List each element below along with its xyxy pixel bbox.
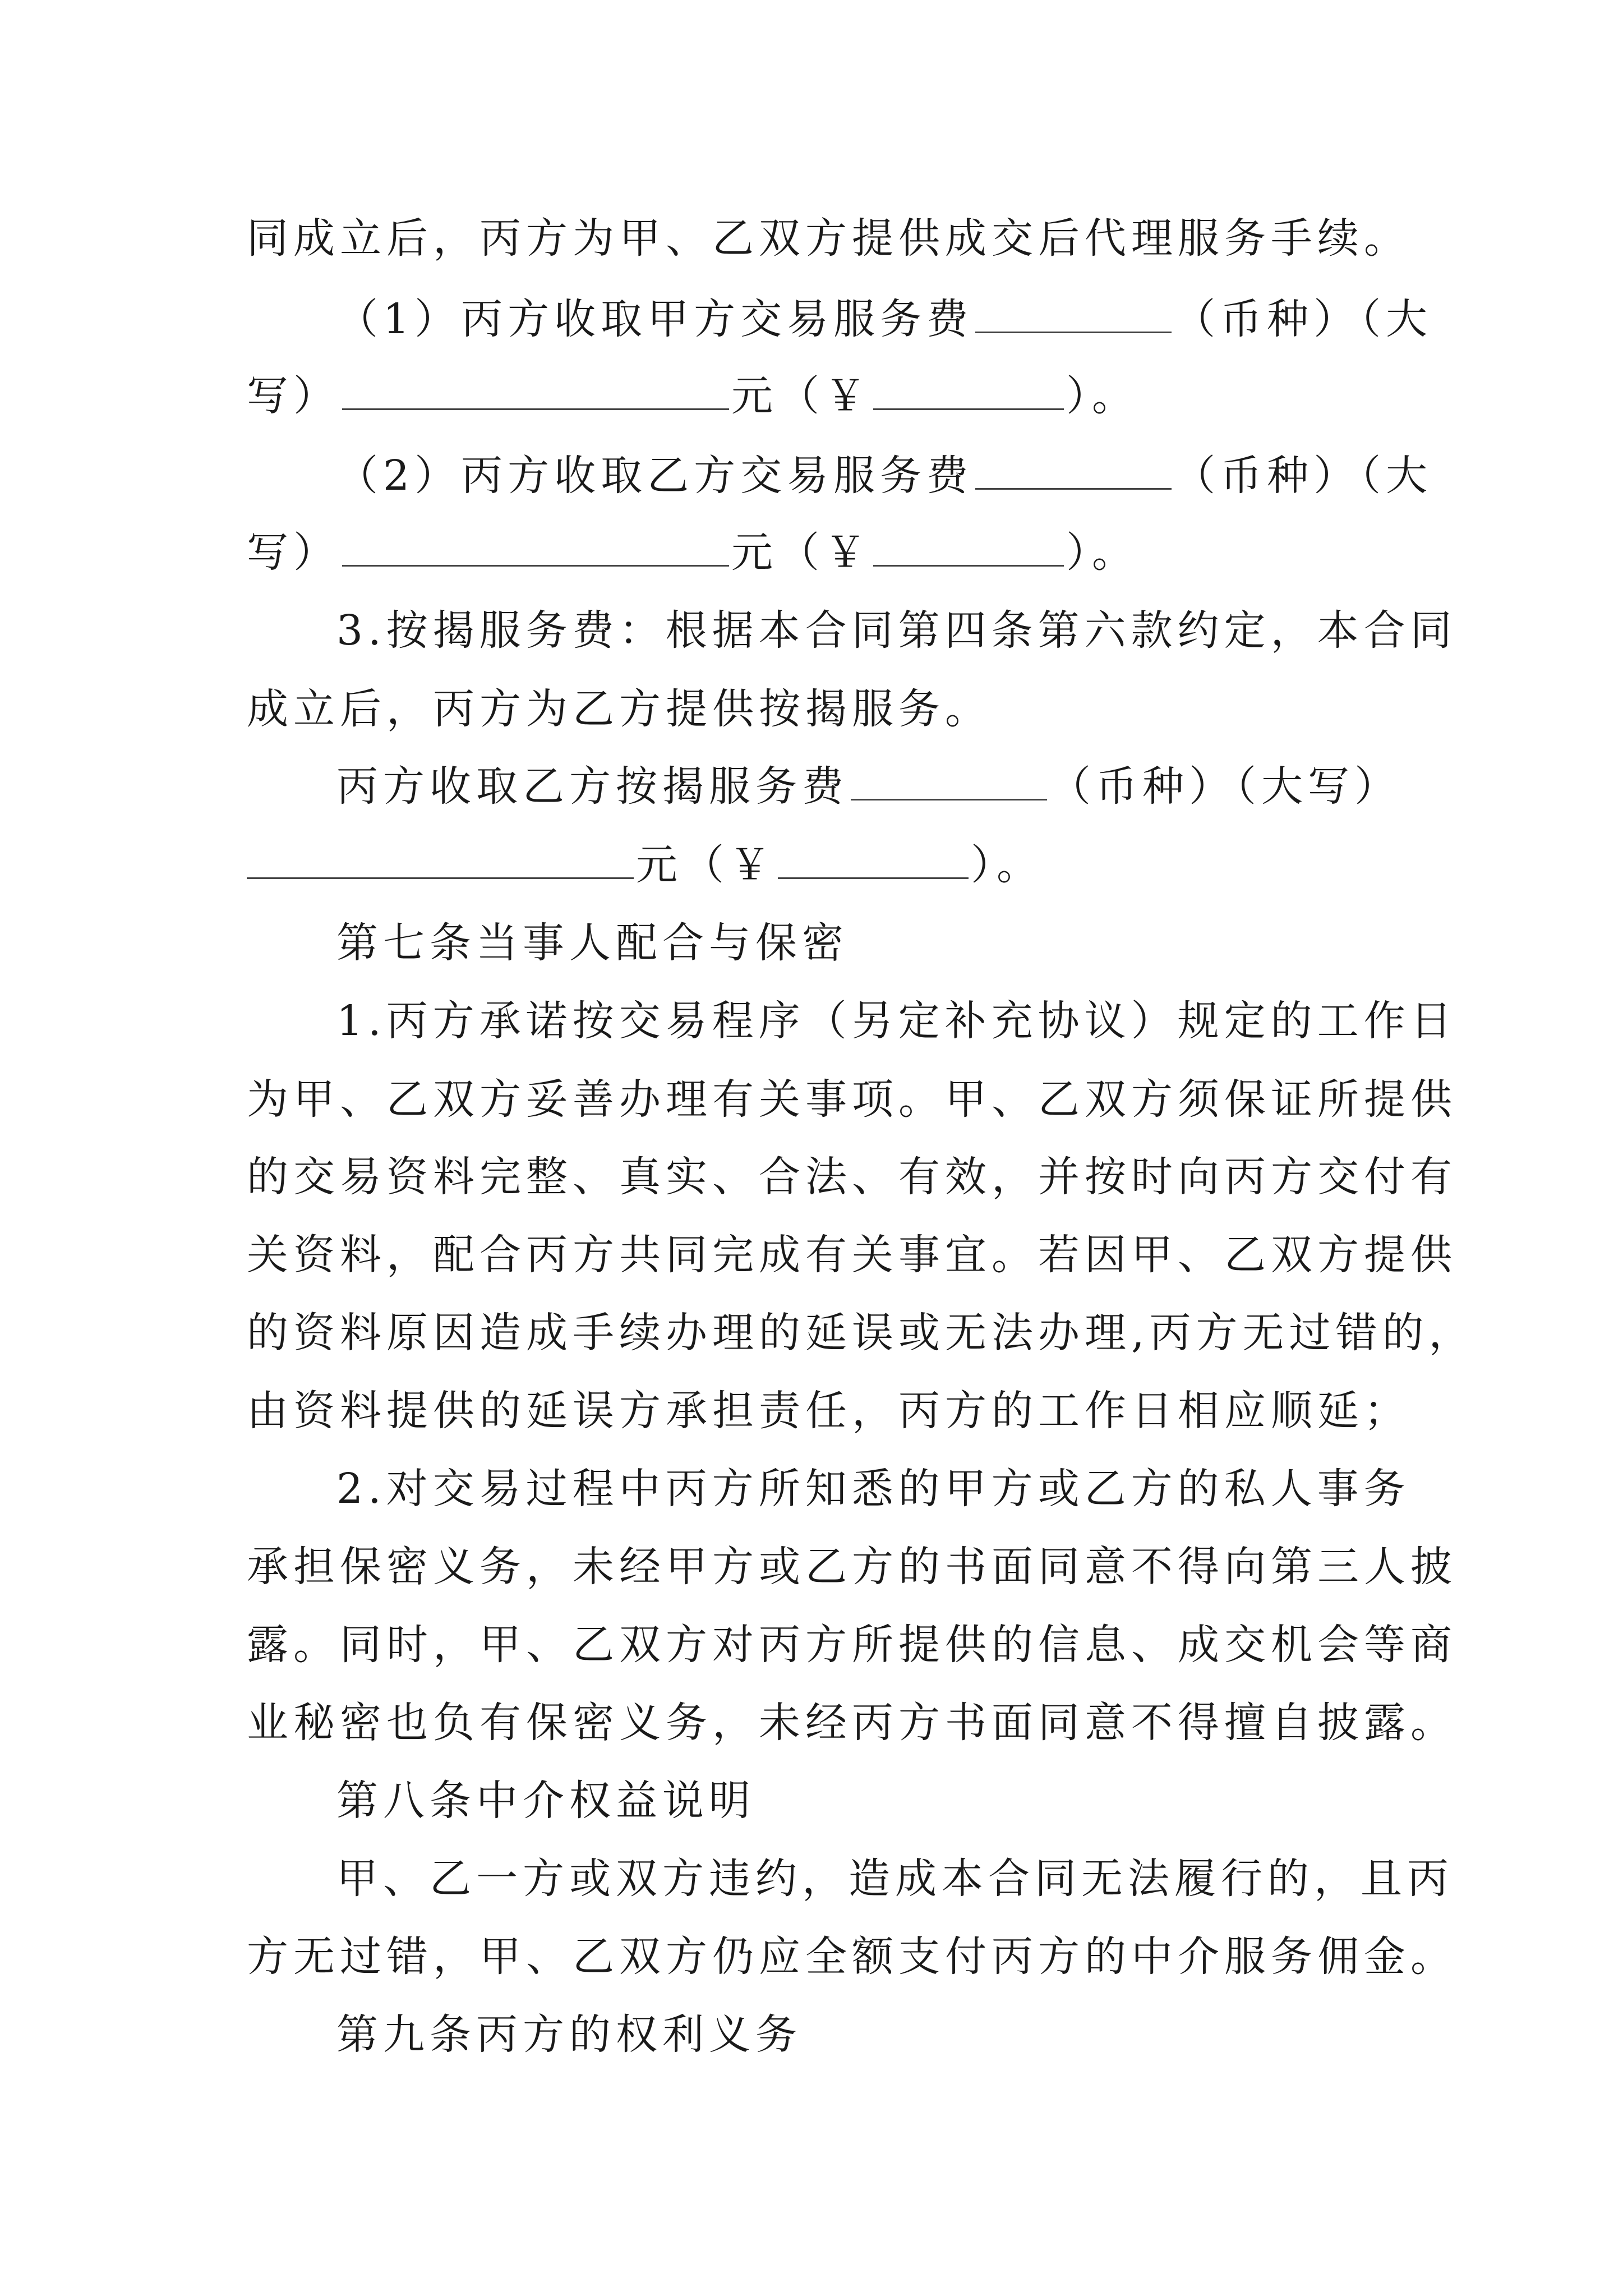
section-heading (336, 1770, 755, 1832)
paragraph-line (247, 1614, 1457, 1676)
text-run: 元（￥ (636, 841, 776, 889)
currency-blank[interactable] (851, 760, 1047, 800)
text-run: （1）丙方收取甲方交易服务费 (336, 295, 974, 343)
paragraph-line (336, 756, 1401, 817)
text-run: 的资料原因造成手续办理的延误或无法办理,丙方无过错的， (247, 1309, 1476, 1357)
text-run: 承担保密义务，未经甲方或乙方的书面同意不得向第三人披 (247, 1543, 1457, 1591)
text-run: ）。 (1066, 528, 1138, 577)
text-run: （2）丙方收取乙方交易服务费 (336, 452, 974, 500)
paragraph-line (247, 834, 1043, 896)
text-run: 丙方收取乙方按揭服务费 (336, 762, 849, 811)
text-run: （币种）（大 (1174, 452, 1433, 500)
amount-figure-blank[interactable] (873, 369, 1064, 410)
paragraph-line (247, 365, 1138, 427)
paragraph-line (247, 208, 1410, 269)
text-run: 第八条中介权益说明 (336, 1777, 755, 1825)
paragraph-line (247, 1536, 1457, 1598)
text-run: 同成立后，丙方为甲、乙双方提供成交后代理服务手续。 (247, 214, 1410, 263)
amount-words-blank[interactable] (247, 838, 634, 879)
paragraph-line (247, 1302, 1476, 1364)
paragraph-line (336, 1458, 1410, 1520)
amount-words-blank[interactable] (342, 369, 729, 410)
paragraph-line (247, 1926, 1457, 1987)
paragraph-line (247, 678, 992, 740)
paragraph-line (247, 1224, 1457, 1286)
paragraph-line (247, 1380, 1410, 1442)
text-run: 由资料提供的延误方承担责任，丙方的工作日相应顺延； (247, 1387, 1410, 1435)
text-run: 露。同时，甲、乙双方对丙方所提供的信息、成交机会等商 (247, 1621, 1457, 1669)
text-run: 2.对交易过程中丙方所知悉的甲方或乙方的私人事务 (336, 1465, 1410, 1513)
text-run: 元（￥ (731, 528, 871, 577)
text-run: 第七条当事人配合与保密 (336, 919, 849, 967)
text-run: 3.按揭服务费：根据本合同第四条第六款约定，本合同 (336, 606, 1457, 655)
paragraph-line (336, 990, 1457, 1052)
text-run: 成立后，丙方为乙方提供按揭服务。 (247, 685, 992, 733)
text-run: （币种）（大 (1174, 295, 1433, 343)
text-run: ）。 (1066, 372, 1138, 420)
paragraph-line (336, 1848, 1454, 1910)
text-run: 关资料，配合丙方共同完成有关事宜。若因甲、乙双方提供 (247, 1231, 1457, 1279)
currency-blank[interactable] (975, 292, 1172, 333)
paragraph-line (247, 1069, 1457, 1130)
paragraph-line (336, 445, 1432, 507)
amount-words-blank[interactable] (342, 526, 729, 567)
paragraph-line (247, 1692, 1457, 1754)
section-heading (336, 912, 849, 974)
text-run: 方无过错，甲、乙双方仍应全额支付丙方的中介服务佣金。 (247, 1932, 1457, 1981)
text-run: 的交易资料完整、真实、合法、有效，并按时向丙方交付有 (247, 1153, 1457, 1201)
currency-blank[interactable] (975, 449, 1172, 490)
text-run: 元（￥ (731, 372, 871, 420)
text-run: ）。 (971, 841, 1043, 889)
text-run: （币种）（大写） (1049, 762, 1401, 811)
paragraph-line (247, 1146, 1457, 1208)
text-run: 1.丙方承诺按交易程序（另定补充协议）规定的工作日 (336, 997, 1457, 1045)
text-run: 写） (247, 528, 340, 577)
paragraph-line (336, 288, 1432, 350)
paragraph-line (336, 600, 1457, 661)
text-run: 第九条丙方的权利义务 (336, 2010, 802, 2059)
paragraph-line (247, 522, 1138, 583)
text-run: 写） (247, 372, 340, 420)
text-run: 为甲、乙双方妥善办理有关事项。甲、乙双方须保证所提供 (247, 1075, 1457, 1124)
section-heading (336, 2004, 802, 2065)
text-run: 甲、乙一方或双方违约，造成本合同无法履行的，且丙 (336, 1855, 1454, 1903)
amount-figure-blank[interactable] (873, 526, 1064, 567)
amount-figure-blank[interactable] (778, 838, 969, 879)
text-run: 业秘密也负有保密义务，未经丙方书面同意不得擅自披露。 (247, 1699, 1457, 1747)
